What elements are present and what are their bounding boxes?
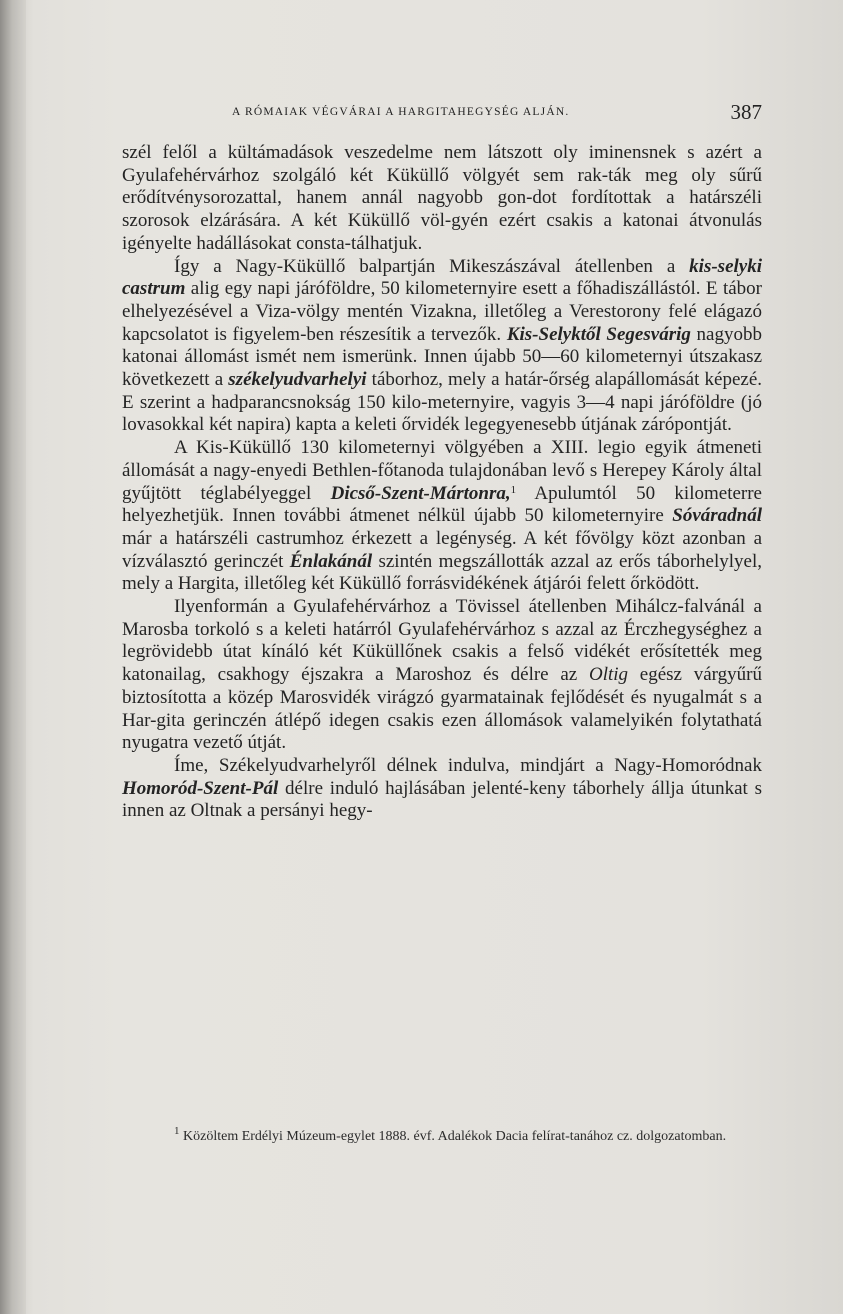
italic-place-name: Oltig	[588, 664, 629, 686]
text-run: nagyobb katonai állomást ismét nem ismerünk. Innen újabb 50—60 kilometernyi útszakasz következett a	[122, 323, 762, 391]
paragraph	[122, 142, 762, 256]
emphasized-place-name: székelyudvarhelyi	[228, 369, 367, 391]
text-run: délre induló hajlásában jelenté-keny táborhely állja útunkat s innen az Oltnak a persányi hegy-	[122, 777, 762, 822]
footnote-marker: 1	[174, 1125, 180, 1137]
text-run: táborhoz, mely a határ-őrség alapállomását képezé. E szerint a hadparancsnokság 150 kilo-meternyire, vagyis 3—4 napi járóföldre (jó lovasokkal két napira) kapta a keleti őrvidék legegyenesebb útjának zárópontját.	[122, 369, 762, 436]
footnote-reference: 1	[510, 483, 517, 496]
footnote-text: Közöltem Erdélyi Múzeum-egylet 1888. évf. Adalékok Dacia felírat-tanához cz. dolgozatomban.	[179, 1129, 727, 1144]
paragraph	[122, 437, 762, 596]
paragraph	[122, 256, 762, 438]
text-run: szél felől a kültámadások veszedelme nem látszott oly iminensnek s azért a Gyulafehérvárhoz szolgáló két Küküllő völgyét sem rak-ták meg oly sűrű erődítvénysorozattal, hanem annál nagyobb gon-dot fordítottak a határszéli szorosok elzárására. A két Küküllő völ-gyén ezért csakis a katonai átvonulás igényelte hadállásokat consta-tálhatjuk.	[122, 142, 762, 254]
emphasized-place-name: Kis-Selyktől Segesvárig	[506, 323, 691, 345]
paragraph	[122, 755, 762, 823]
paragraph	[122, 596, 762, 755]
text-run: Apulumtól 50 kilometerre helyezhetjük. Innen további átmenet nélkül újabb 50 kilometernyire	[122, 482, 762, 527]
emphasized-place-name: Dicső-Szent-Mártonra,	[330, 482, 511, 504]
emphasized-place-name: Homoród-Szent-Pál	[122, 777, 279, 799]
text-run: alig egy napi járóföldre, 50 kilometernyire esett a főhadiszállástól. E tábor elhelyezésével a Viza-völgy mentén Vizakna, illetőleg a Verestorony felé elágazó kapcsolatot is figyelem-ben részesítik a tervezők.	[122, 278, 762, 345]
text-run: már a határszéli castrumhoz érkezett a legénység. A két fővölgy közt azonban a vízválasztó gerinczét	[122, 527, 762, 572]
text-run: Ilyenformán a Gyulafehérvárhoz a Tövissel átellenben Mihálcz-falvánál a Marosba torkoló s a keleti határról Gyulafehérvárhoz s azzal az Érczhegységhez a legrövidebb útat kínáló két Küküllőnek csakis a felső vidékét erősítették meg katonailag, csakhogy éjszakra a Maroshoz és délre az	[122, 596, 762, 686]
text-run: A Kis-Küküllő 130 kilometernyi völgyében a XIII. legio egyik átmeneti állomását a nagy-enyedi Bethlen-főtanoda tulajdonában levő s Herepey Károly által gyűjtött téglabélyeggel	[122, 437, 762, 504]
emphasized-place-name: Sóváradnál	[672, 505, 762, 527]
text-run: szintén megszállották azzal az erős táborhelylyel, mely a Hargita, illetőleg két Küküllő forrásvidékének átjárói felett őrködött.	[122, 550, 762, 595]
body-text	[122, 142, 762, 823]
text-run: Íme, Székelyudvarhelyről délnek indulva, mindjárt a Nagy-Homoródnak	[174, 754, 762, 776]
page-number: 387	[730, 100, 762, 124]
emphasized-place-name: Énlakánál	[289, 550, 373, 572]
running-title: A RÓMAIAK VÉGVÁRAI A HARGITAHEGYSÉG ALJÁN.	[232, 106, 570, 118]
text-run: Így a Nagy-Küküllő balpartján Mikeszászával átellenben a	[174, 255, 690, 277]
emphasized-place-name: kis-selyki castrum	[122, 255, 762, 300]
page-header	[232, 100, 762, 130]
text-run: egész várgyűrű biztosította a közép Marosvidék virágzó gyarmatainak fejlődését és nyugalmát s a Har-gita gerinczén átlépő idegen csakis ezen állomások valamelyikén folytathatá nyugatra vezető útját.	[122, 664, 762, 754]
page-gutter-shadow	[0, 0, 26, 1314]
footnote	[122, 1127, 762, 1147]
